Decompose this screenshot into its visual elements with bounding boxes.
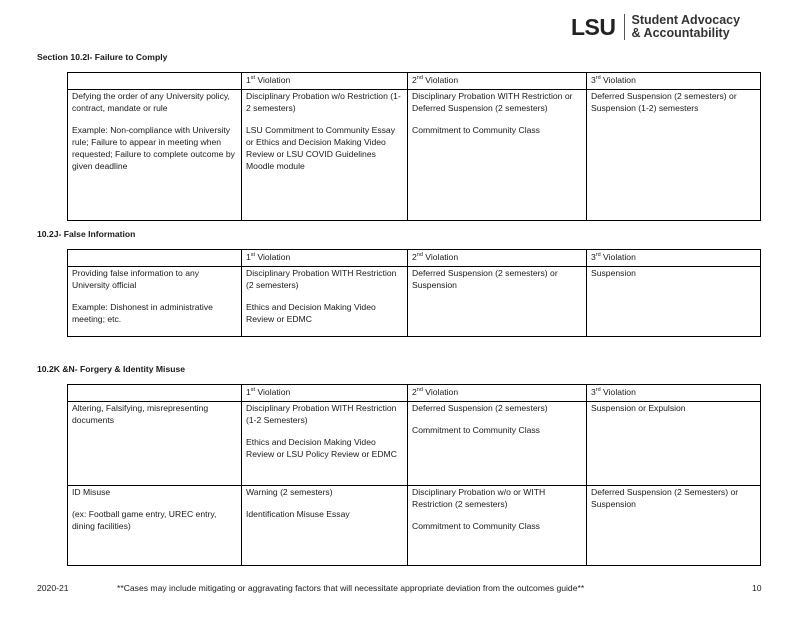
header-cell-3rd: 3rd Violation bbox=[587, 250, 761, 267]
header-cell-2nd: 2nd Violation bbox=[408, 73, 587, 90]
cell-text: Suspension bbox=[591, 268, 636, 278]
third-violation-cell bbox=[587, 486, 761, 566]
table-header-row bbox=[68, 73, 761, 90]
offense-cell bbox=[68, 90, 242, 221]
cell-text: Disciplinary Probation WITH Restriction (1-2 Semesters) bbox=[246, 403, 397, 425]
second-violation-cell bbox=[408, 267, 587, 337]
department-line-1: Student Advocacy bbox=[631, 13, 741, 27]
header-cell-3rd: 3rd Violation bbox=[587, 73, 761, 90]
cell-text: Deferred Suspension (2 Semesters) or Suspension bbox=[591, 487, 739, 509]
third-violation-cell bbox=[587, 402, 761, 486]
cell-text: Disciplinary Probation WITH Restriction (2 semesters) bbox=[246, 268, 397, 290]
header-cell-blank bbox=[68, 73, 242, 90]
first-violation-cell bbox=[242, 90, 408, 221]
header-cell-3rd: 3rd Violation bbox=[587, 385, 761, 402]
cell-text: Defying the order of any University policy, contract, mandate or rule bbox=[72, 91, 230, 113]
third-violation-cell bbox=[587, 267, 761, 337]
cell-text: Deferred Suspension (2 semesters) or Suspension bbox=[412, 268, 558, 290]
page-number: 10 bbox=[752, 583, 762, 593]
cell-text: Deferred Suspension (2 semesters) or Suspension (1-2) semesters bbox=[591, 91, 737, 113]
header-cell-2nd: 2nd Violation bbox=[408, 250, 587, 267]
logo-divider bbox=[624, 14, 625, 40]
footer-year: 2020-21 bbox=[37, 583, 69, 593]
table-row bbox=[68, 267, 761, 337]
second-violation-cell bbox=[408, 486, 587, 566]
cell-text: Suspension or Expulsion bbox=[591, 403, 686, 413]
first-violation-cell bbox=[242, 267, 408, 337]
offense-cell bbox=[68, 486, 242, 566]
header-cell-1st: 1st Violation bbox=[242, 73, 408, 90]
header-cell-2nd: 2nd Violation bbox=[408, 385, 587, 402]
department-line-2: & Accountability bbox=[631, 26, 730, 40]
header-cell-blank bbox=[68, 385, 242, 402]
section-title: 10.2J- False Information bbox=[37, 229, 136, 239]
logo-mark: LSU bbox=[571, 13, 616, 40]
cell-text: Commitment to Community Class bbox=[412, 124, 540, 135]
cell-text: Disciplinary Probation WITH Restriction or Deferred Suspension (2 semesters) bbox=[412, 91, 573, 113]
cell-text: Ethics and Decision Making Video Review or EDMC bbox=[246, 301, 376, 324]
cell-text: Commitment to Community Class bbox=[412, 520, 540, 531]
offense-cell bbox=[68, 402, 242, 486]
third-violation-cell bbox=[587, 90, 761, 221]
header-cell-1st: 1st Violation bbox=[242, 250, 408, 267]
first-violation-cell bbox=[242, 402, 408, 486]
table-header-row bbox=[68, 385, 761, 402]
table-header-row bbox=[68, 250, 761, 267]
second-violation-cell bbox=[408, 402, 587, 486]
cell-text: Disciplinary Probation w/o or WITH Restriction (2 semesters) bbox=[412, 487, 546, 509]
cell-text: (ex: Football game entry, UREC entry, dining facilities) bbox=[72, 508, 217, 531]
footer-note: **Cases may include mitigating or aggravating factors that will necessitate appropriate deviation from the outcomes guide** bbox=[117, 583, 585, 593]
cell-text: Example: Non-compliance with University rule; Failure to appear in meeting when requested; Failure to complete outcome by given deadline bbox=[72, 124, 235, 171]
cell-text: Ethics and Decision Making Video Review or LSU Policy Review or EDMC bbox=[246, 436, 397, 459]
cell-text: Altering, Falsifying, misrepresenting documents bbox=[72, 403, 209, 425]
table-row bbox=[68, 486, 761, 566]
offense-cell bbox=[68, 267, 242, 337]
lsu-logo bbox=[571, 10, 740, 44]
table-row bbox=[68, 90, 761, 221]
table-row bbox=[68, 402, 761, 486]
cell-text: Example: Dishonest in administrative meeting; etc. bbox=[72, 301, 213, 324]
first-violation-cell bbox=[242, 486, 408, 566]
outcome-table bbox=[67, 72, 761, 221]
cell-text: Identification Misuse Essay bbox=[246, 508, 350, 519]
department-name bbox=[632, 14, 741, 40]
section-title: Section 10.2I- Failure to Comply bbox=[37, 52, 168, 62]
cell-text: LSU Commitment to Community Essay or Ethics and Decision Making Video Review or LSU COVID Guidelines Moodle module bbox=[246, 124, 395, 171]
header-cell-1st: 1st Violation bbox=[242, 385, 408, 402]
cell-text: ID Misuse bbox=[72, 487, 111, 497]
cell-text: Providing false information to any University official bbox=[72, 268, 200, 290]
second-violation-cell bbox=[408, 90, 587, 221]
outcome-table bbox=[67, 249, 761, 337]
cell-text: Warning (2 semesters) bbox=[246, 487, 333, 497]
cell-text: Deferred Suspension (2 semesters) bbox=[412, 403, 548, 413]
header-cell-blank bbox=[68, 250, 242, 267]
cell-text: Disciplinary Probation w/o Restriction (1-2 semesters) bbox=[246, 91, 401, 113]
section-title: 10.2K &N- Forgery & Identity Misuse bbox=[37, 364, 186, 374]
outcome-table bbox=[67, 384, 761, 566]
cell-text: Commitment to Community Class bbox=[412, 424, 540, 435]
